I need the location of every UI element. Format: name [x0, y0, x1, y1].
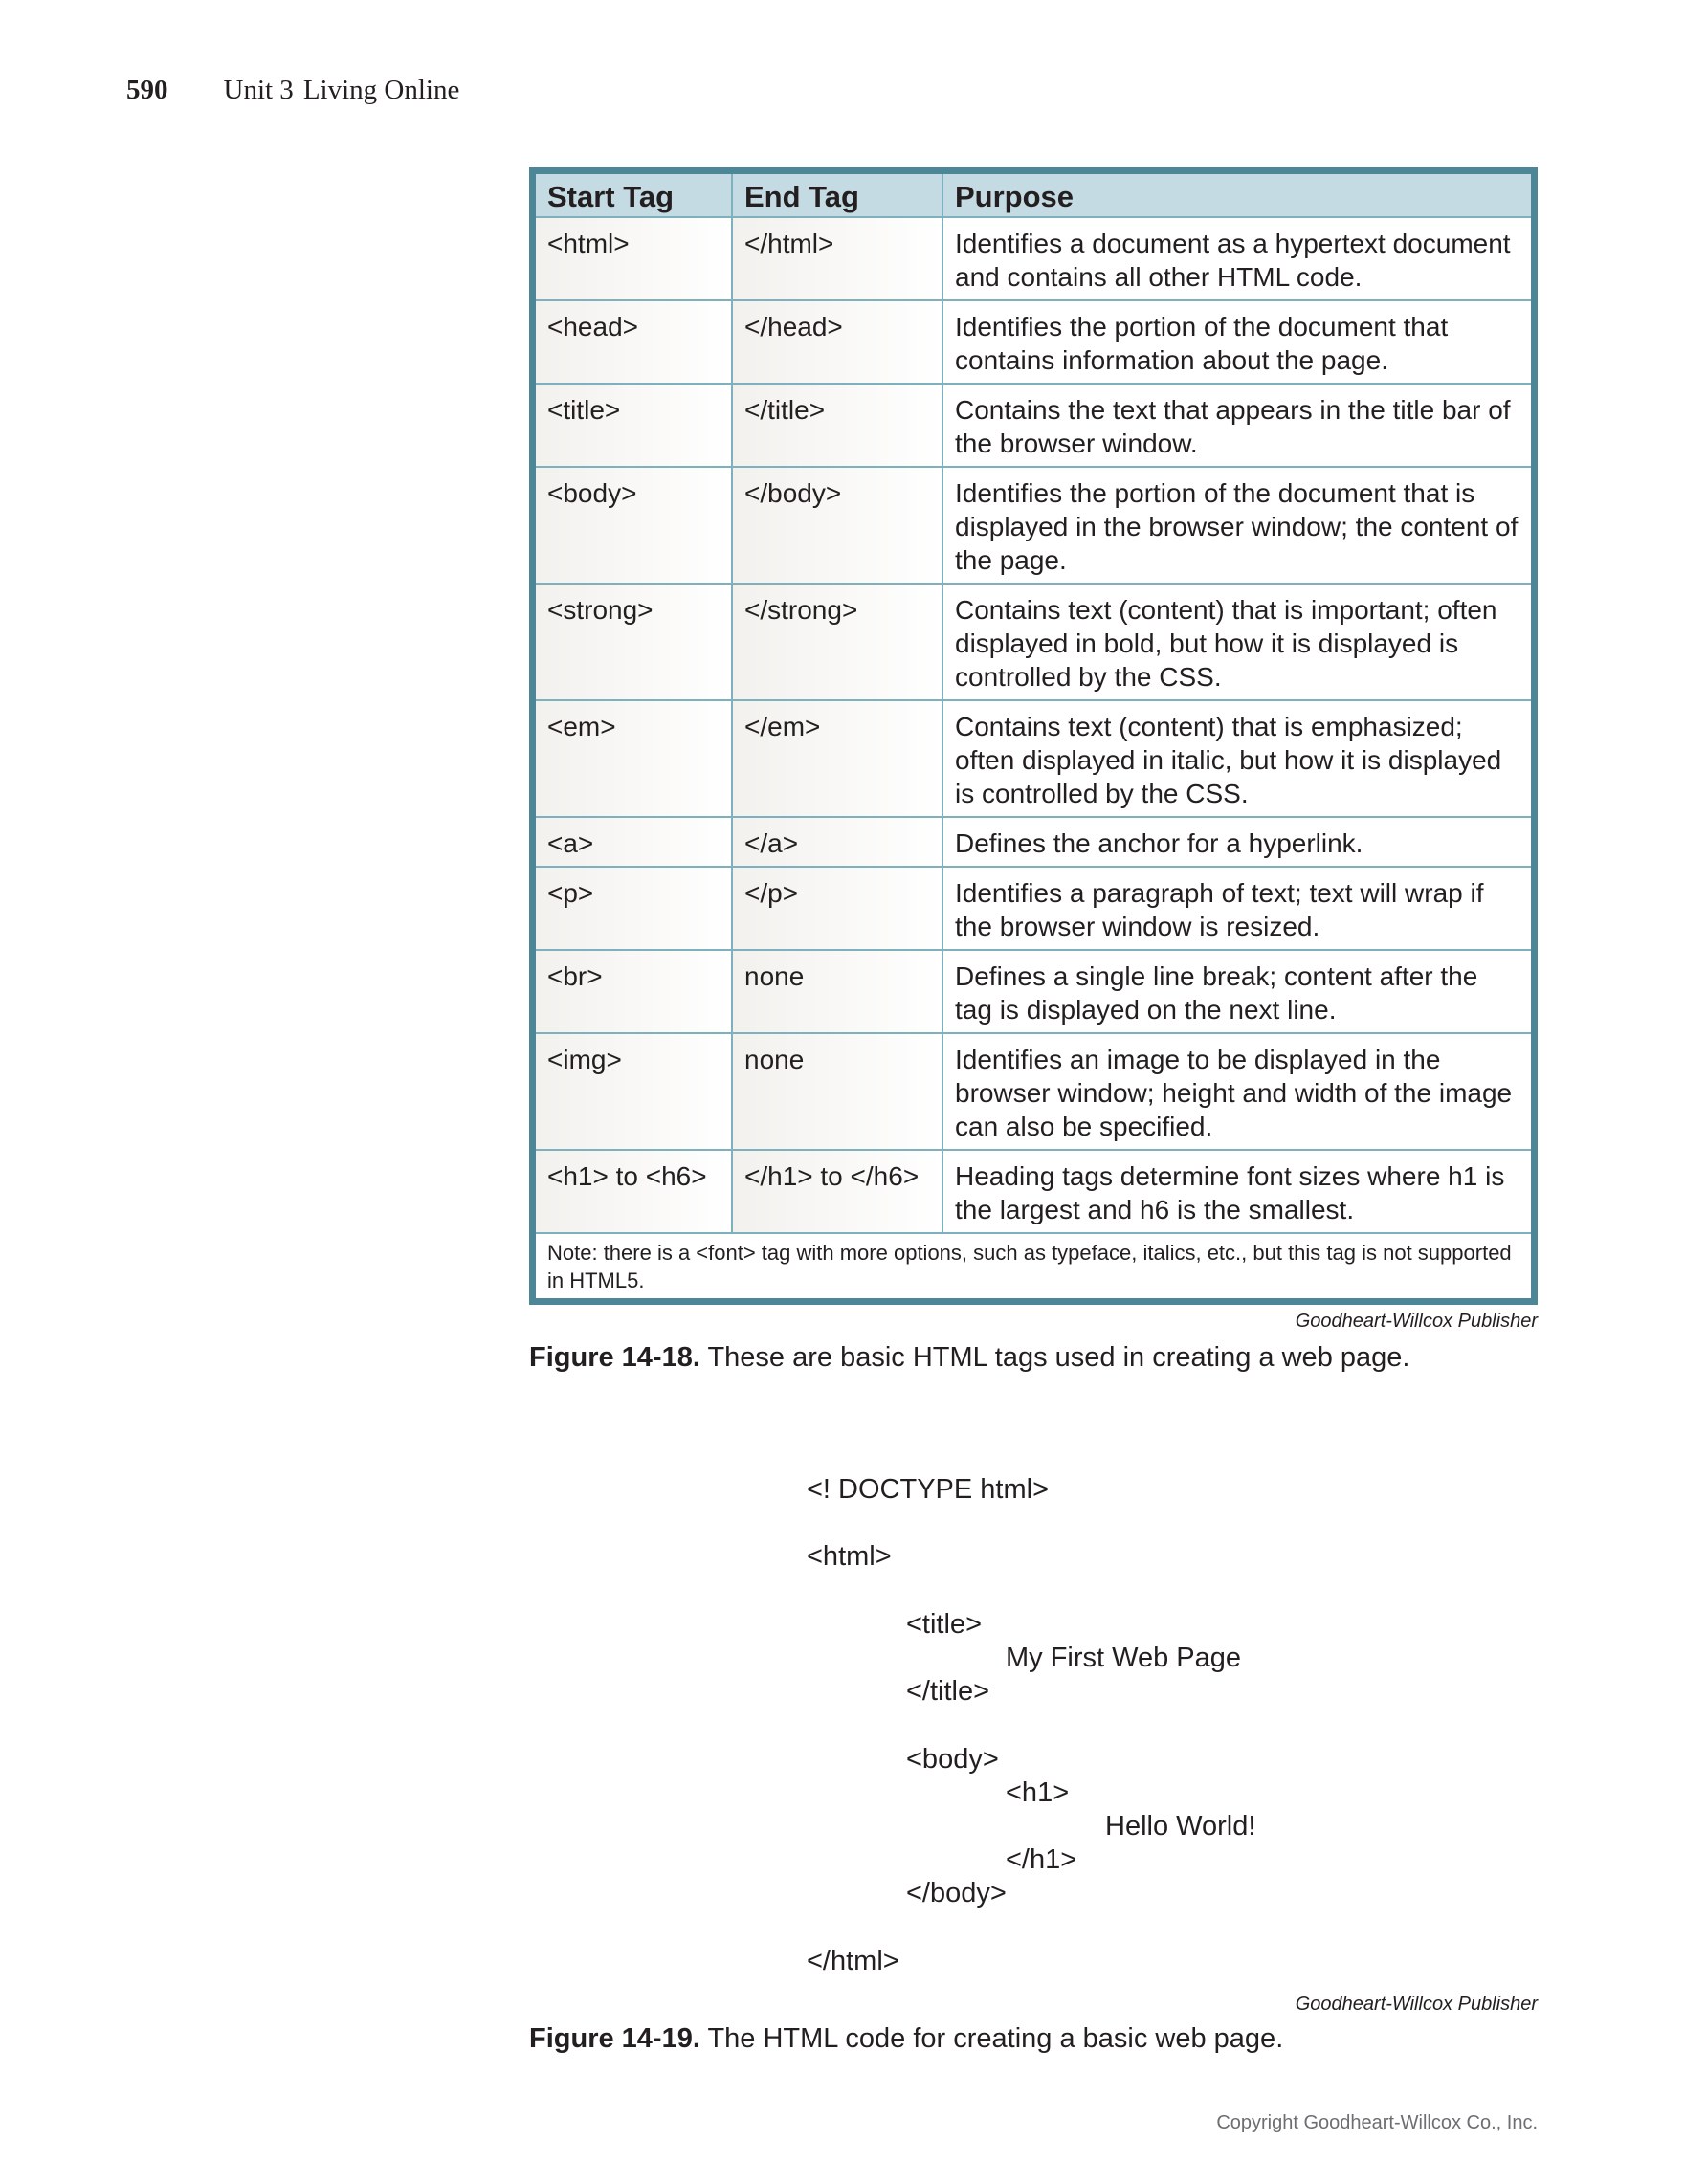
table-row: [536, 700, 1531, 817]
code-line: My First Web Page: [1006, 1643, 1242, 1673]
table-row: [536, 950, 1531, 1033]
end-tag-cell: </h1> to </h6>: [732, 1150, 942, 1233]
end-tag-cell: </p>: [732, 867, 942, 950]
table-row: [536, 817, 1531, 867]
end-tag-cell: none: [732, 1033, 942, 1150]
purpose-cell: Identifies a document as a hypertext document and contains all other HTML code.: [942, 217, 1531, 300]
end-tag-cell: </title>: [732, 384, 942, 467]
purpose-cell: Defines the anchor for a hyperlink.: [942, 817, 1531, 867]
table-row: [536, 1033, 1531, 1150]
start-tag-cell: <strong>: [536, 584, 732, 700]
end-tag-cell: </em>: [732, 700, 942, 817]
code-line: <! DOCTYPE html>: [807, 1474, 1050, 1505]
tags-table: [536, 174, 1531, 1298]
end-tag-cell: </strong>: [732, 584, 942, 700]
purpose-cell: Contains the text that appears in the title bar of the browser window.: [942, 384, 1531, 467]
table-row: [536, 217, 1531, 300]
figure-caption-text: These are basic HTML tags used in creating a web page.: [707, 1342, 1410, 1373]
table-row: [536, 467, 1531, 584]
start-tag-cell: <html>: [536, 217, 732, 300]
code-line: <html>: [807, 1541, 892, 1572]
code-line: <body>: [906, 1744, 999, 1775]
table-row: [536, 1150, 1531, 1233]
unit-label: Unit 3: [223, 75, 294, 105]
column-header-end-tag: End Tag: [732, 174, 942, 217]
figure-caption: [529, 1342, 1409, 1374]
start-tag-cell: <br>: [536, 950, 732, 1033]
code-line: </h1>: [1006, 1844, 1077, 1875]
code-line: <title>: [906, 1609, 982, 1640]
table-body: [536, 217, 1531, 1298]
end-tag-cell: </a>: [732, 817, 942, 867]
end-tag-cell: </head>: [732, 300, 942, 384]
table-note: Note: there is a <font> tag with more options, such as typeface, italics, etc., but this tag is not supported in HTML5.: [536, 1233, 1531, 1298]
page-number: 590: [126, 75, 168, 105]
start-tag-cell: <head>: [536, 300, 732, 384]
purpose-cell: Identifies the portion of the document that contains information about the page.: [942, 300, 1531, 384]
figure-label: Figure 14-19.: [529, 2023, 700, 2054]
column-header-start-tag: Start Tag: [536, 174, 732, 217]
code-line: </body>: [906, 1878, 1007, 1908]
start-tag-cell: <img>: [536, 1033, 732, 1150]
html-tags-table: [529, 167, 1538, 1305]
section-title: Living Online: [302, 75, 460, 105]
code-line: Hello World!: [1105, 1811, 1256, 1842]
code-line: <h1>: [1006, 1777, 1070, 1808]
start-tag-cell: <a>: [536, 817, 732, 867]
end-tag-cell: </body>: [732, 467, 942, 584]
copyright-notice: Copyright Goodheart-Willcox Co., Inc.: [1216, 2112, 1538, 2133]
code-line: </title>: [906, 1676, 990, 1707]
start-tag-cell: <title>: [536, 384, 732, 467]
start-tag-cell: <em>: [536, 700, 732, 817]
purpose-cell: Identifies an image to be displayed in the browser window; height and width of the image can also be specified.: [942, 1033, 1531, 1150]
start-tag-cell: <p>: [536, 867, 732, 950]
figure-caption: [529, 2023, 1283, 2055]
figure-credit: Goodheart-Willcox Publisher: [1295, 1994, 1538, 2015]
purpose-cell: Identifies the portion of the document that is displayed in the browser window; the content of the page.: [942, 467, 1531, 584]
figure-label: Figure 14-18.: [529, 1342, 700, 1373]
purpose-cell: Contains text (content) that is emphasized; often displayed in italic, but how it is displayed is controlled by the CSS.: [942, 700, 1531, 817]
purpose-cell: Identifies a paragraph of text; text will wrap if the browser window is resized.: [942, 867, 1531, 950]
figure-caption-text: The HTML code for creating a basic web page.: [707, 2023, 1284, 2054]
table-row: [536, 384, 1531, 467]
code-line: </html>: [807, 1946, 899, 1976]
start-tag-cell: <body>: [536, 467, 732, 584]
purpose-cell: Heading tags determine font sizes where h1 is the largest and h6 is the smallest.: [942, 1150, 1531, 1233]
table-row: [536, 300, 1531, 384]
end-tag-cell: none: [732, 950, 942, 1033]
figure-credit: Goodheart-Willcox Publisher: [1295, 1311, 1538, 1332]
table-header-row: [536, 174, 1531, 217]
column-header-purpose: Purpose: [942, 174, 1531, 217]
table-row: [536, 584, 1531, 700]
purpose-cell: Contains text (content) that is important; often displayed in bold, but how it is displayed is controlled by the CSS.: [942, 584, 1531, 700]
purpose-cell: Defines a single line break; content after the tag is displayed on the next line.: [942, 950, 1531, 1033]
start-tag-cell: <h1> to <h6>: [536, 1150, 732, 1233]
table-row: [536, 867, 1531, 950]
running-head: [126, 75, 459, 106]
end-tag-cell: </html>: [732, 217, 942, 300]
